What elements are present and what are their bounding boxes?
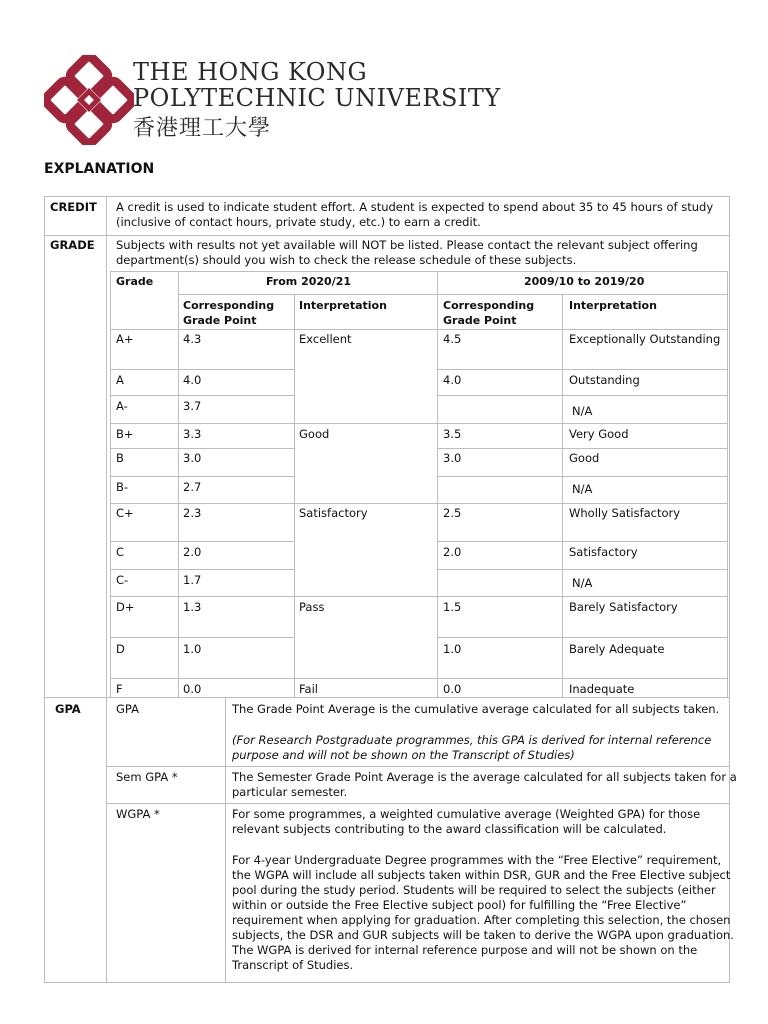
new-interp-good: Good — [299, 427, 330, 441]
grade-cell: A — [116, 373, 124, 387]
gpa-row-label: GPA — [116, 702, 139, 716]
wgpa-p2-line8: Transcript of Studies. — [232, 958, 354, 972]
new-gp-cell: 4.3 — [183, 332, 202, 346]
sem-gpa-desc-line2: particular semester. — [232, 785, 348, 799]
wgpa-p2-line6: subjects, the DSR and GUR subjects will be taken to derive the WGPA upon graduation. — [232, 928, 734, 942]
university-name-line1: THE HONG KONG — [133, 58, 368, 86]
new-gp-cell: 4.0 — [183, 373, 202, 387]
old-gp-cell: 2.0 — [443, 545, 462, 559]
new-gp-cell: 2.7 — [183, 480, 202, 494]
old-gp-cell: 3.0 — [443, 451, 462, 465]
wgpa-label: WGPA * — [116, 807, 160, 821]
old-gp-cell: 3.5 — [443, 427, 462, 441]
grade-label: GRADE — [50, 238, 95, 252]
new-gp-cell: 2.0 — [183, 545, 202, 559]
wgpa-p2-line1: For 4-year Undergraduate Degree programmes with the “Free Elective” requirement, — [232, 853, 722, 867]
old-gp-cell: 4.0 — [443, 373, 462, 387]
credit-label: CREDIT — [50, 200, 97, 214]
old-interp-cell: Wholly Satisfactory — [569, 506, 681, 520]
wgpa-p2-line2: the WGPA will include all subjects taken within DSR, GUR and the Free Elective subject — [232, 868, 731, 882]
grade-text-line1: Subjects with results not yet available will NOT be listed. Please contact the relevant subject offering — [116, 238, 698, 252]
new-gp-cell: 1.7 — [183, 573, 202, 587]
new-gp-cell: 3.3 — [183, 427, 202, 441]
old-interp-cell: Very Good — [569, 427, 629, 441]
sub-header-interpretation-new: Interpretation — [299, 299, 387, 312]
wgpa-p1-line2: relevant subjects contributing to the award classification will be calculated. — [232, 822, 667, 836]
wgpa-p2-line3: pool during the study period. Students will be required to select the subjects (either — [232, 883, 716, 897]
old-gp-cell: 2.5 — [443, 506, 462, 520]
grade-cell: D+ — [116, 600, 135, 614]
grade-cell: B- — [116, 480, 129, 494]
credit-text-line2: (inclusive of contact hours, private study, etc.) to earn a credit. — [116, 215, 481, 229]
new-gp-cell: 3.0 — [183, 451, 202, 465]
grade-cell: C — [116, 545, 125, 559]
old-interp-cell: Exceptionally Outstanding — [569, 332, 721, 346]
old-interp-cell: Outstanding — [569, 373, 640, 387]
grade-cell: A- — [116, 399, 128, 413]
old-gp-cell: 1.0 — [443, 642, 462, 656]
grade-cell: C+ — [116, 506, 134, 520]
wgpa-p2-line7: The WGPA is derived for internal reference purpose and will not be shown on the — [232, 943, 698, 957]
new-gp-cell: 1.0 — [183, 642, 202, 656]
university-name-chinese: 香港理工大學 — [133, 116, 272, 141]
gpa-note-line1: (For Research Postgraduate programmes, this GPA is derived for internal reference — [232, 733, 712, 747]
sem-gpa-label: Sem GPA * — [116, 770, 178, 784]
grade-cell: C- — [116, 573, 129, 587]
new-gp-cell: 2.3 — [183, 506, 202, 520]
old-gp-cell: 1.5 — [443, 600, 462, 614]
grade-text-line2: department(s) should you wish to check the release schedule of these subjects. — [116, 253, 577, 267]
wgpa-p2-line4: within or outside the Free Elective subject pool) for fulfilling the “Free Elective” — [232, 898, 687, 912]
credit-text-line1: A credit is used to indicate student effort. A student is expected to spend about 35 to 45 hours of study — [116, 200, 714, 214]
gpa-note-line2: purpose and will not be shown on the Transcript of Studies) — [232, 748, 575, 762]
wgpa-p2-line5: requirement when applying for graduation. After completing this selection, the chosen — [232, 913, 731, 927]
old-interp-cell: Barely Satisfactory — [569, 600, 678, 614]
sub-header-grade-point-new: Corresponding Grade Point — [183, 299, 275, 327]
gpa-description: The Grade Point Average is the cumulative average calculated for all subjects taken. — [232, 702, 720, 716]
old-interp-cell: Barely Adequate — [569, 642, 665, 656]
old-interp-cell: Inadequate — [569, 682, 635, 696]
new-interp-satisfactory: Satisfactory — [299, 506, 368, 520]
sub-header-grade-point-old: Corresponding Grade Point — [443, 299, 535, 327]
col-header-from-2020: From 2020/21 — [266, 275, 352, 288]
new-interp-pass: Pass — [299, 600, 325, 614]
new-interp-excellent: Excellent — [299, 332, 352, 346]
old-gp-cell: 0.0 — [443, 682, 462, 696]
old-interp-cell: N/A — [572, 482, 593, 496]
new-interp-fail: Fail — [299, 682, 318, 696]
old-interp-cell: N/A — [572, 404, 593, 418]
grade-cell: A+ — [116, 332, 134, 346]
wgpa-p1-line1: For some programmes, a weighted cumulative average (Weighted GPA) for those — [232, 807, 701, 821]
university-name-line2: POLYTECHNIC UNIVERSITY — [133, 84, 501, 112]
gpa-label: GPA — [55, 702, 81, 716]
old-gp-cell: 4.5 — [443, 332, 462, 346]
old-interp-cell: Satisfactory — [569, 545, 638, 559]
grade-cell: B+ — [116, 427, 134, 441]
new-gp-cell: 3.7 — [183, 399, 202, 413]
page-title: EXPLANATION — [44, 161, 155, 177]
old-interp-cell: Good — [569, 451, 600, 465]
col-header-grade: Grade — [116, 275, 154, 288]
old-interp-cell: N/A — [572, 576, 593, 590]
grade-cell: B — [116, 451, 124, 465]
grade-cell: F — [116, 682, 123, 696]
new-gp-cell: 1.3 — [183, 600, 202, 614]
polyu-knot-logo-icon — [44, 55, 134, 145]
new-gp-cell: 0.0 — [183, 682, 202, 696]
grade-cell: D — [116, 642, 125, 656]
sub-header-interpretation-old: Interpretation — [569, 299, 657, 312]
col-header-2009-2019: 2009/10 to 2019/20 — [524, 275, 645, 288]
sem-gpa-desc-line1: The Semester Grade Point Average is the average calculated for all subjects taken for a — [232, 770, 737, 784]
